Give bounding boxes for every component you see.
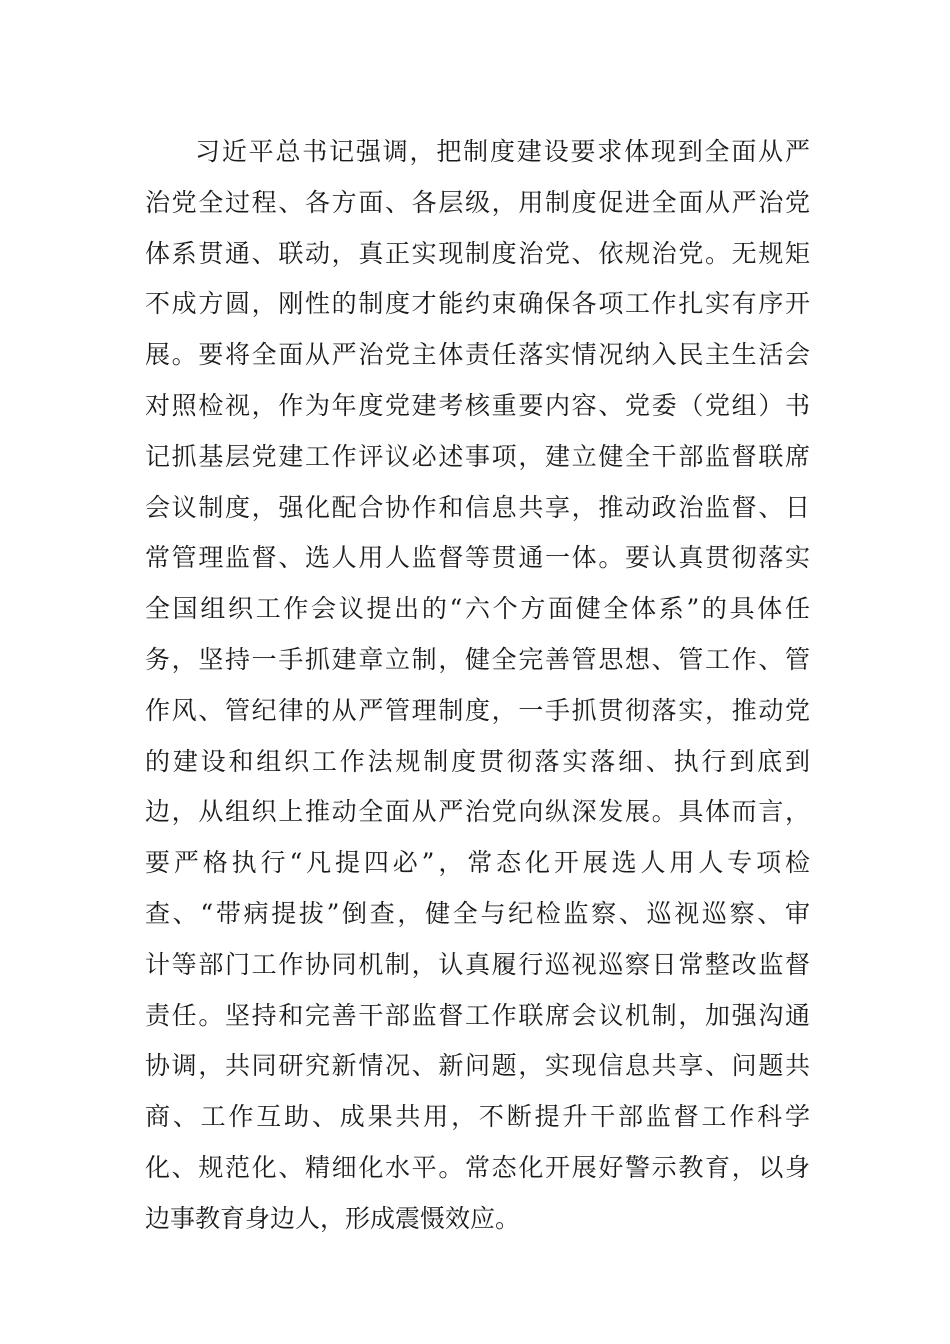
- paragraph-line: 展。要将全面从严治党主体责任落实情况纳入民主生活会: [145, 340, 810, 370]
- paragraph-line: 常管理监督、选人用人监督等贯通一体。要认真贯彻落实: [145, 543, 810, 573]
- paragraph-line: 商、工作互助、成果共用，不断提升干部监督工作科学: [145, 1102, 810, 1132]
- paragraph-line: 治党全过程、各方面、各层级，用制度促进全面从严治党: [145, 187, 810, 217]
- paragraph-line: 查、“带病提拔”倒查，健全与纪检监察、巡视巡察、审: [145, 898, 810, 928]
- paragraph-line: 计等部门工作协同机制，认真履行巡视巡察日常整改监督: [145, 949, 810, 979]
- paragraph-line: 作风、管纪律的从严管理制度，一手抓贯彻落实，推动党: [145, 695, 810, 725]
- paragraph-line: 协调，共同研究新情况、新问题，实现信息共享、问题共: [145, 1051, 810, 1081]
- paragraph-line: 要严格执行“凡提四必”，常态化开展选人用人专项检: [145, 848, 810, 878]
- paragraph-line: 体系贯通、联动，真正实现制度治党、依规治党。无规矩: [145, 238, 810, 268]
- body-paragraph: [145, 127, 810, 1245]
- paragraph-line: 全国组织工作会议提出的“六个方面健全体系”的具体任: [145, 594, 810, 624]
- paragraph-line: 会议制度，强化配合协作和信息共享，推动政治监督、日: [145, 492, 810, 522]
- paragraph-line: 的建设和组织工作法规制度贯彻落实落细、执行到底到: [145, 746, 810, 776]
- paragraph-line: 记抓基层党建工作评议必述事项，建立健全干部监督联席: [145, 441, 810, 471]
- paragraph-line: 务，坚持一手抓建章立制，健全完善管思想、管工作、管: [145, 644, 810, 674]
- paragraph-line: 责任。坚持和完善干部监督工作联席会议机制，加强沟通: [145, 1000, 810, 1030]
- paragraph-line: 不成方圆，刚性的制度才能约束确保各项工作扎实有序开: [145, 289, 810, 319]
- paragraph-line: 边事教育身边人，形成震慑效应。: [145, 1203, 521, 1233]
- paragraph-line: 对照检视，作为年度党建考核重要内容、党委（党组）书: [145, 390, 810, 420]
- paragraph-line: 化、规范化、精细化水平。常态化开展好警示教育，以身: [145, 1152, 810, 1182]
- paragraph-line: 边，从组织上推动全面从严治党向纵深发展。具体而言，: [145, 797, 810, 827]
- paragraph-line: 习近平总书记强调，把制度建设要求体现到全面从严: [195, 137, 810, 166]
